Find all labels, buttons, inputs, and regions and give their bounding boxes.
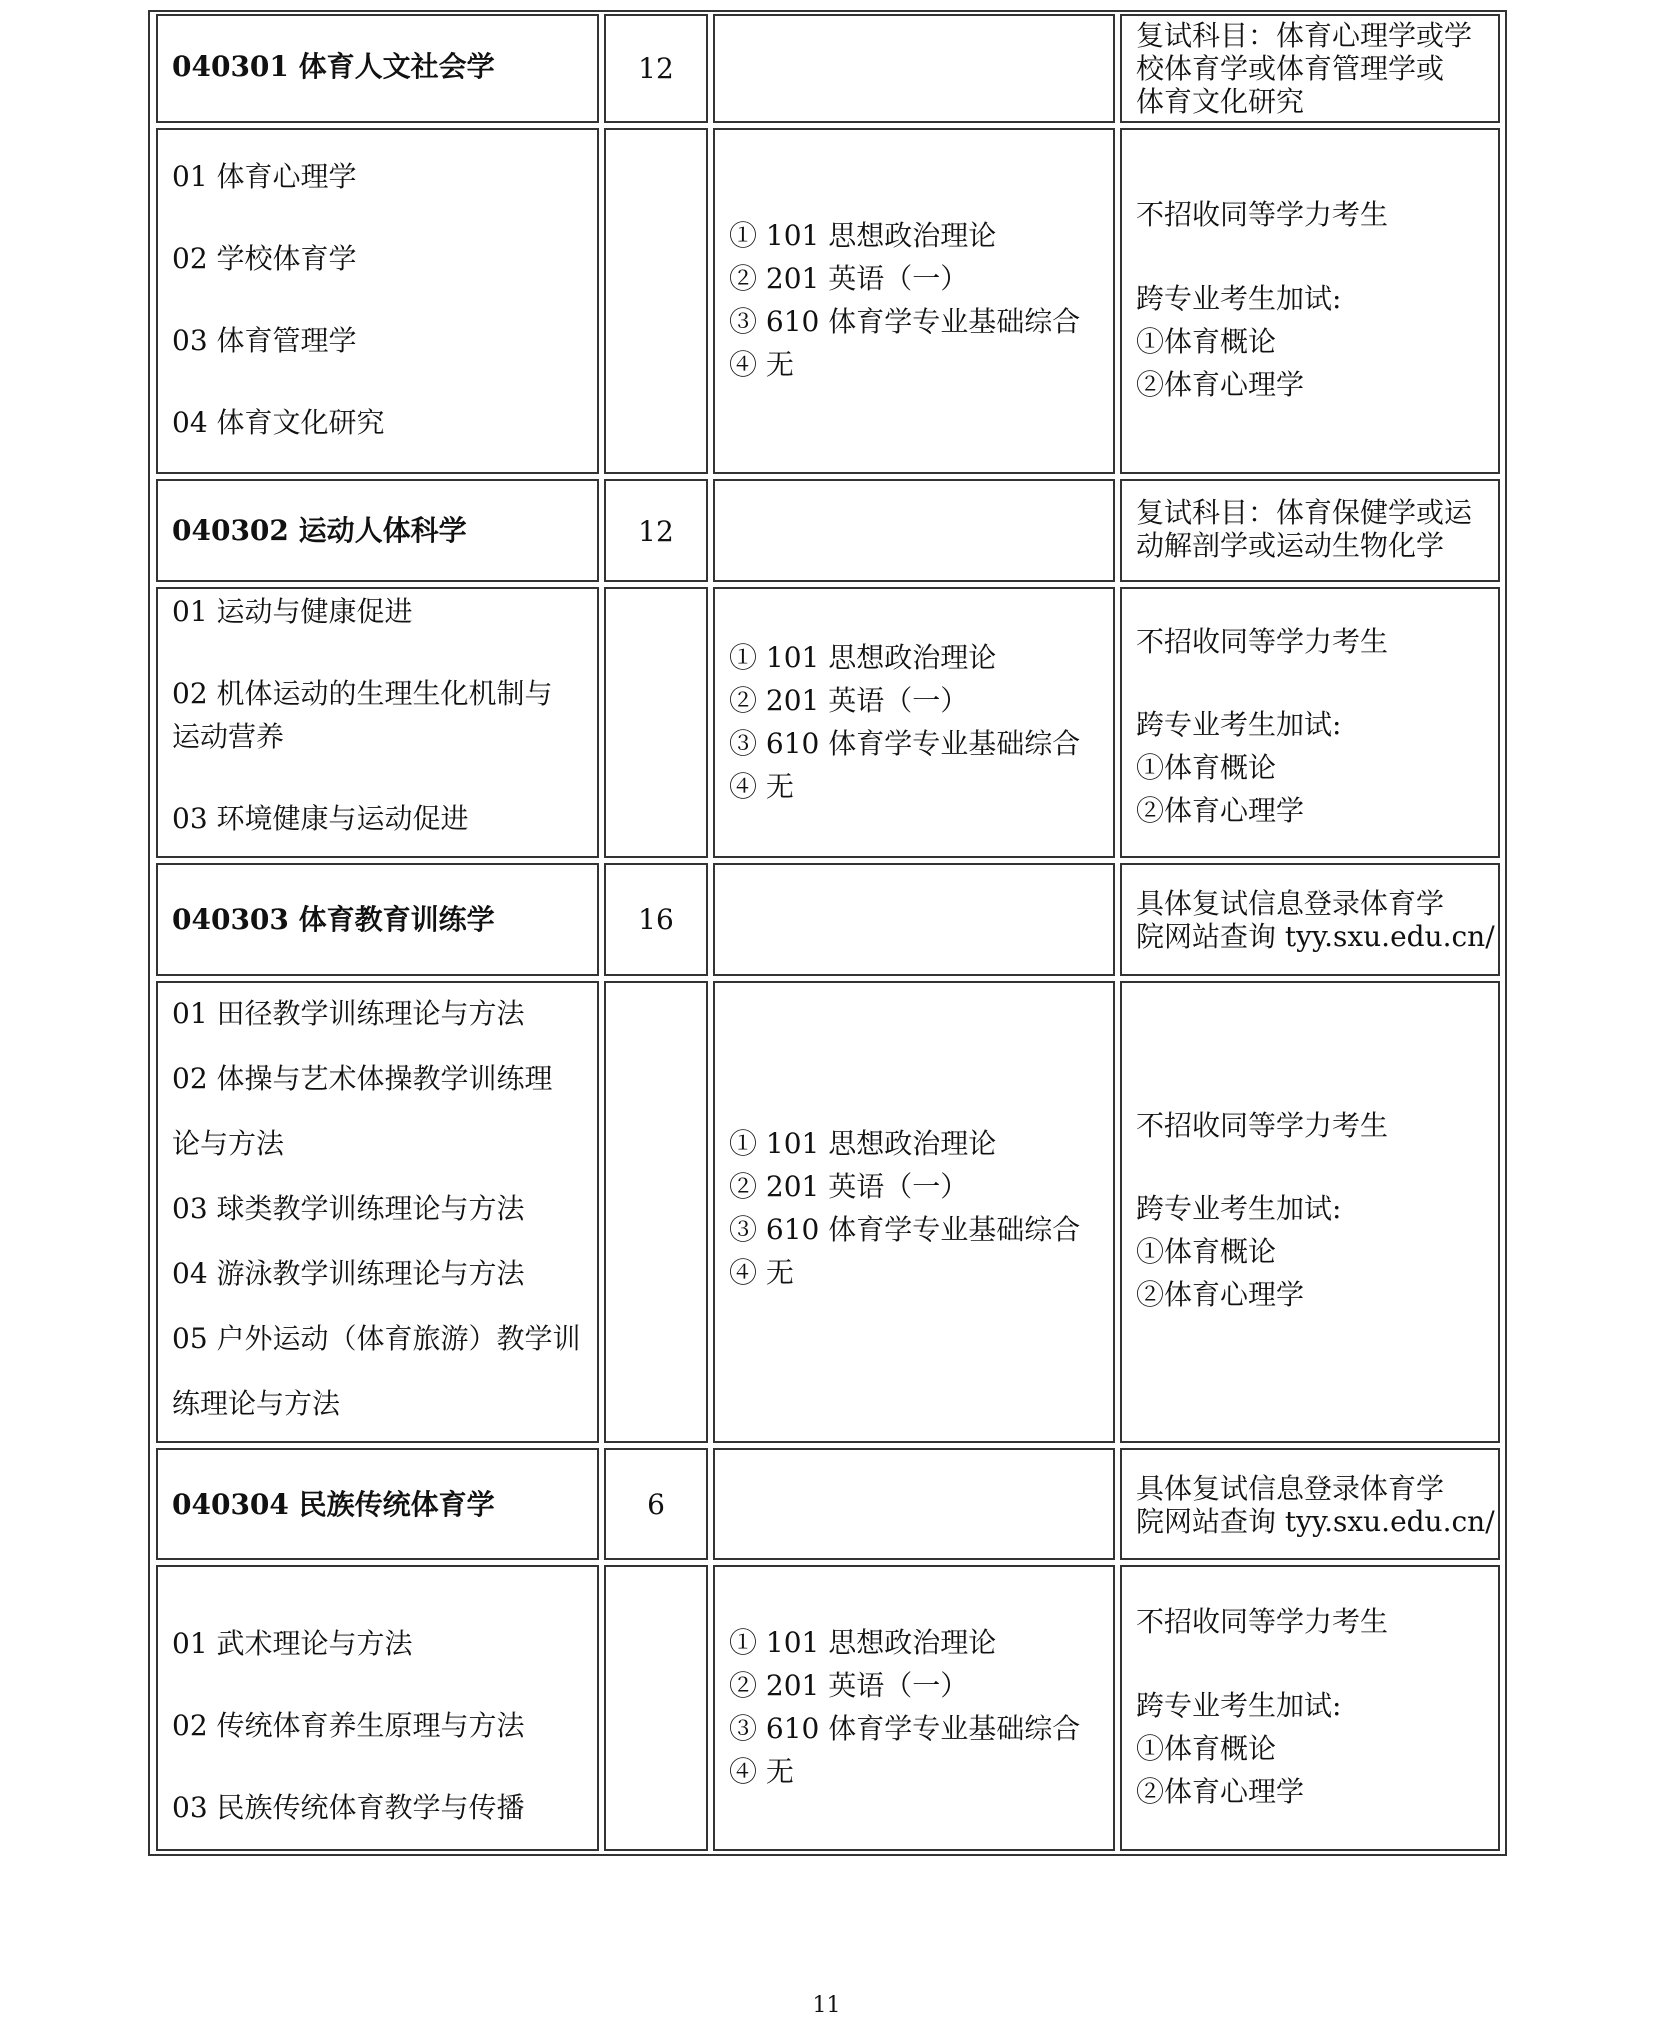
direction-item: 01 武术理论与方法 <box>172 1627 413 1660</box>
note-line: 不招收同等学力考生 <box>1136 625 1389 658</box>
program-header-empty <box>713 479 1115 582</box>
exam-subject: ② 201 英语（一） <box>729 1669 969 1702</box>
direction-item: 03 环境健康与运动促进 <box>172 802 469 835</box>
exam-subject: ④ 无 <box>729 770 794 803</box>
exam-subjects-cell <box>713 981 1115 1443</box>
exam-subject: ④ 无 <box>729 348 794 381</box>
exam-subject: ③ 610 体育学专业基础综合 <box>729 1213 1081 1246</box>
exam-subjects-cell <box>713 587 1115 858</box>
exam-subject: ① 101 思想政治理论 <box>729 1127 997 1160</box>
note-line: ①体育概论 <box>1136 325 1277 358</box>
directions-cell <box>156 587 599 858</box>
note-line: 跨专业考生加试: <box>1136 1192 1342 1225</box>
page-number: 11 <box>812 1993 841 2018</box>
exam-subject: ② 201 英语（一） <box>729 262 969 295</box>
program-header-remark <box>1120 14 1500 123</box>
program-header-code-name <box>156 479 599 582</box>
exam-subjects-cell <box>713 128 1115 474</box>
directions-cell <box>156 981 599 1443</box>
note-line: ②体育心理学 <box>1136 794 1305 827</box>
note-line: 不招收同等学力考生 <box>1136 1109 1389 1142</box>
direction-item: 论与方法 <box>172 1127 285 1160</box>
direction-item: 01 运动与健康促进 <box>172 595 413 628</box>
direction-item: 练理论与方法 <box>172 1387 341 1420</box>
direction-item: 01 田径教学训练理论与方法 <box>172 997 525 1030</box>
program-quota: 16 <box>638 903 674 936</box>
direction-item: 02 学校体育学 <box>172 242 357 275</box>
remark-line: 体育文化研究 <box>1136 85 1305 118</box>
exam-subject: ① 101 思想政治理论 <box>729 219 997 252</box>
notes-cell <box>1120 128 1500 474</box>
directions-quota-empty <box>604 1565 708 1851</box>
program-header-remark <box>1120 479 1500 582</box>
program-quota: 12 <box>638 515 674 548</box>
note-line: ①体育概论 <box>1136 751 1277 784</box>
program-header-quota <box>604 1448 708 1560</box>
exam-subject: ④ 无 <box>729 1755 794 1788</box>
program-code-name: 040303 体育教育训练学 <box>172 903 495 936</box>
note-line: ②体育心理学 <box>1136 1775 1305 1808</box>
exam-subject: ② 201 英语（一） <box>729 1170 969 1203</box>
program-header-quota <box>604 863 708 976</box>
remark-line: 校体育学或体育管理学或 <box>1136 52 1445 85</box>
remark-line: 具体复试信息登录体育学 <box>1136 1472 1445 1505</box>
note-line: 跨专业考生加试: <box>1136 282 1342 315</box>
notes-cell <box>1120 981 1500 1443</box>
program-header-empty <box>713 863 1115 976</box>
direction-item: 04 游泳教学训练理论与方法 <box>172 1257 525 1290</box>
direction-item: 02 传统体育养生原理与方法 <box>172 1709 525 1742</box>
notes-cell <box>1120 587 1500 858</box>
direction-item: 05 户外运动（体育旅游）教学训 <box>172 1322 581 1355</box>
program-header-code-name <box>156 863 599 976</box>
direction-item: 02 体操与艺术体操教学训练理 <box>172 1062 553 1095</box>
program-header-quota <box>604 14 708 123</box>
exam-subject: ① 101 思想政治理论 <box>729 641 997 674</box>
program-header-empty <box>713 1448 1115 1560</box>
note-line: ①体育概论 <box>1136 1732 1277 1765</box>
note-line: 不招收同等学力考生 <box>1136 198 1389 231</box>
exam-subjects-cell <box>713 1565 1115 1851</box>
note-line: ②体育心理学 <box>1136 1278 1305 1311</box>
program-code-name: 040304 民族传统体育学 <box>172 1488 495 1521</box>
note-line: ①体育概论 <box>1136 1235 1277 1268</box>
direction-item: 运动营养 <box>172 720 285 753</box>
program-code-name: 040301 体育人文社会学 <box>172 50 495 83</box>
notes-cell <box>1120 1565 1500 1851</box>
program-header-code-name <box>156 14 599 123</box>
program-header-code-name <box>156 1448 599 1560</box>
remark-line: 具体复试信息登录体育学 <box>1136 887 1445 920</box>
program-header-empty <box>713 14 1115 123</box>
directions-quota-empty <box>604 128 708 474</box>
direction-item: 02 机体运动的生理生化机制与 <box>172 677 553 710</box>
direction-item: 03 球类教学训练理论与方法 <box>172 1192 525 1225</box>
exam-subject: ① 101 思想政治理论 <box>729 1626 997 1659</box>
exam-subject: ③ 610 体育学专业基础综合 <box>729 305 1081 338</box>
exam-subject: ③ 610 体育学专业基础综合 <box>729 1712 1081 1745</box>
program-quota: 12 <box>638 52 674 85</box>
exam-subject: ③ 610 体育学专业基础综合 <box>729 727 1081 760</box>
exam-subject: ② 201 英语（一） <box>729 684 969 717</box>
note-line: 跨专业考生加试: <box>1136 708 1342 741</box>
program-header-remark <box>1120 1448 1500 1560</box>
remark-line: 动解剖学或运动生物化学 <box>1136 529 1445 562</box>
direction-item: 03 体育管理学 <box>172 324 357 357</box>
directions-quota-empty <box>604 587 708 858</box>
note-line: ②体育心理学 <box>1136 368 1305 401</box>
remark-line: 复试科目：体育保健学或运 <box>1136 496 1473 529</box>
remark-line: 院网站查询 tyy.sxu.edu.cn/ <box>1136 920 1495 953</box>
note-line: 跨专业考生加试: <box>1136 1689 1342 1722</box>
directions-cell <box>156 128 599 474</box>
directions-cell <box>156 1565 599 1851</box>
program-code-name: 040302 运动人体科学 <box>172 514 467 547</box>
remark-line: 院网站查询 tyy.sxu.edu.cn/ <box>1136 1505 1495 1538</box>
program-quota: 6 <box>647 1488 665 1521</box>
program-header-quota <box>604 479 708 582</box>
exam-subject: ④ 无 <box>729 1256 794 1289</box>
direction-item: 01 体育心理学 <box>172 160 357 193</box>
note-line: 不招收同等学力考生 <box>1136 1605 1389 1638</box>
program-header-remark <box>1120 863 1500 976</box>
remark-line: 复试科目：体育心理学或学 <box>1136 19 1473 52</box>
directions-quota-empty <box>604 981 708 1443</box>
direction-item: 04 体育文化研究 <box>172 406 385 439</box>
direction-item: 03 民族传统体育教学与传播 <box>172 1791 525 1824</box>
